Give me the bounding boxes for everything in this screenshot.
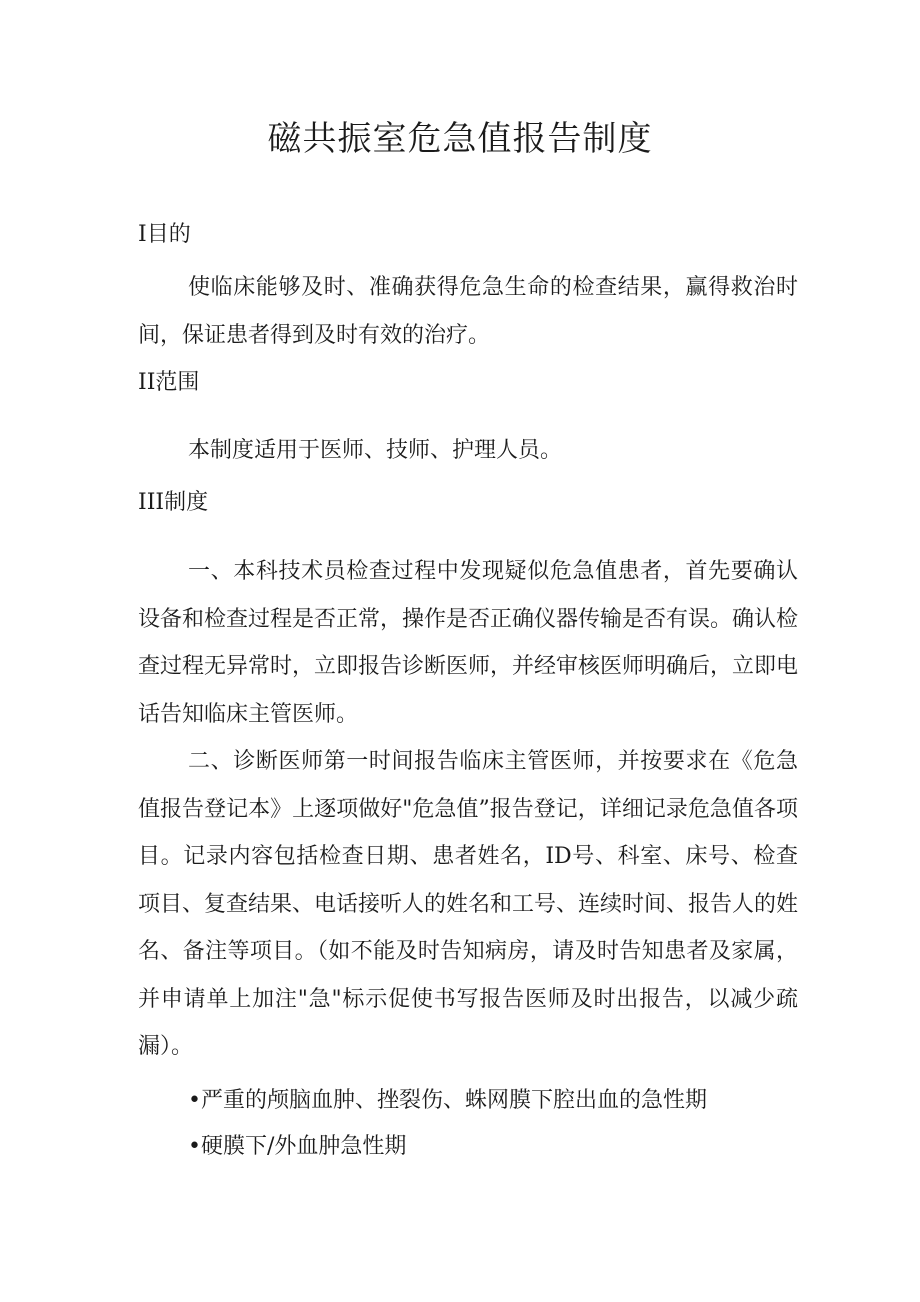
policy-bullet-item: •严重的颅脑血肿、挫裂伤、蛛网膜下腔出血的急性期 <box>188 1088 707 1113</box>
scope-paragraph: 本制度适用于医师、技师、护理人员。 <box>188 438 563 463</box>
policy-paragraph-1: 一、本科技术员检查过程中发现疑似危急值患者，首先要确认设备和检查过程是否正常，操作是否正确仪器传输是否有误。确认检查过程无异常时，立即报告诊断医师，并经审核医师明确后，立即电话告知临床主管医师。 <box>138 559 799 727</box>
policy-bullet-item: •硬膜下/外血肿急性期 <box>188 1134 407 1159</box>
document-title: 磁共振室危急值报告制度 <box>267 119 653 159</box>
section-heading-policy: III制度 <box>138 490 209 515</box>
section-heading-purpose: I目的 <box>138 222 191 247</box>
purpose-paragraph: 使临床能够及时、准确获得危急生命的检查结果，赢得救治时间，保证患者得到及时有效的治疗。 <box>138 275 798 348</box>
section-heading-scope: II范围 <box>138 370 200 395</box>
policy-paragraph-2: 二、诊断医师第一时间报告临床主管医师，并按要求在《危急值报告登记本》上逐项做好"危急值”报告登记，详细记录危急值各项目。记录内容包括检查日期、患者姓名，ID号、科室、床号、检查项目、复查结果、电话接听人的姓名和工号、连续时间、报告人的姓名、备注等项目。（如不能及时告知病房，请及时告知患者及家属，并申请单上加注"急"标示促使书写报告医师及时出报告，以减少疏漏）。 <box>138 749 799 1059</box>
